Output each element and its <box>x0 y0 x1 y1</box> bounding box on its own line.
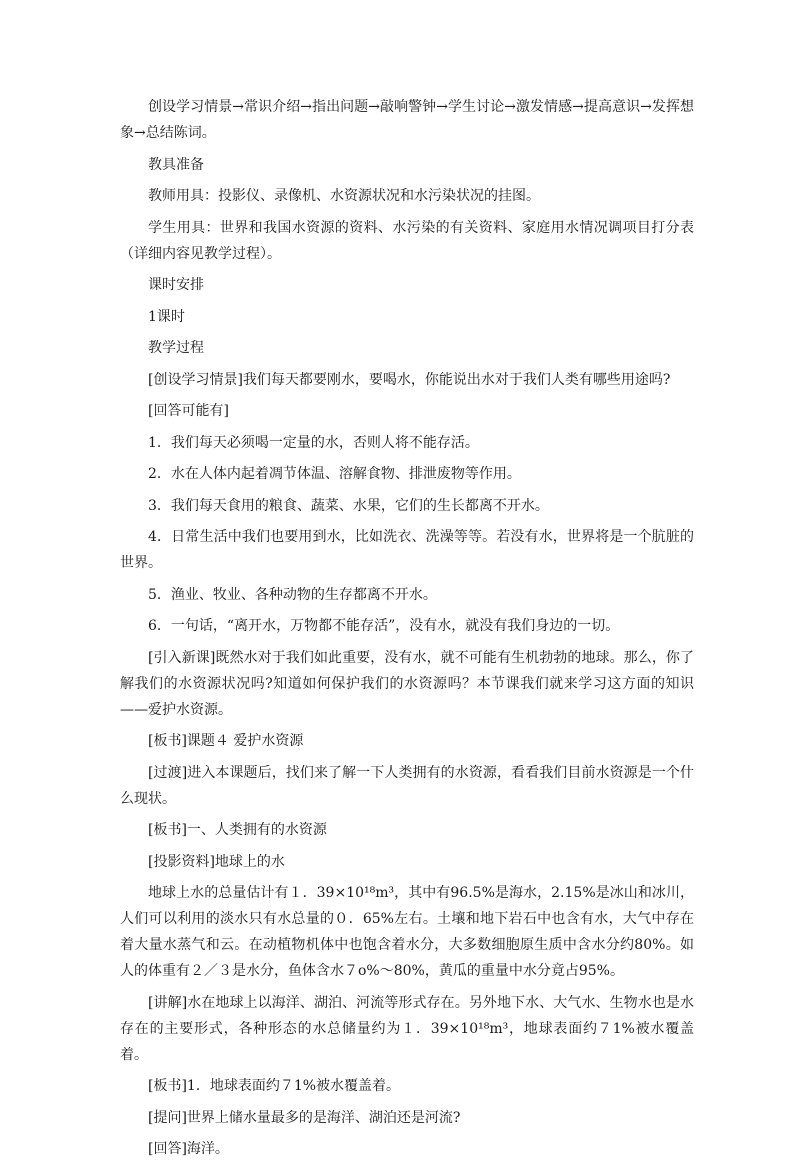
answer-item-4: 4．日常生活中我们也要用到水，比如洗衣、洗澡等等。若没有水，世界将是一个肮脏的世界。 <box>120 529 694 571</box>
answer-item-2: 2．水在人体内起着凋节体温、溶解食物、排泄废物等作用。 <box>148 466 521 482</box>
schedule-value: 1课时 <box>148 308 185 325</box>
board-point-paragraph: [板书]1．地球表面约７1%被水覆盖着。 <box>148 1078 401 1094</box>
scenario-question-paragraph: [创设学习情景]我们每天都要刚水，要喝水，你能说出水对于我们人类有哪些用途吗? <box>148 371 671 388</box>
earth-water-data-paragraph: 地球上水的总量估计有１．39×10¹⁸m³，其中有96.5%是海水，2.15%是冰山和冰川，人们可以利用的淡水只有水总量的０．65%左右。土壤和地下岩石中也含有水，大气中存在着大量水蒸气和云。在动植物机体中也饱含着水分，大多数细胞原生质中含水分约80%。如人的体重有２／３是水分，鱼体含水７o%～80%，黄瓜的重量中水分竟占95%。 <box>120 885 694 979</box>
answer-paragraph: [回答]海洋。 <box>148 1141 229 1157</box>
answer-item-6: 6．一句话，“离开水，万物都不能存活”，没有水，就没有我们身边的一切。 <box>148 618 620 634</box>
student-tools-paragraph: 学生用具：世界和我国水资源的资料、水污染的有关资料、家庭用水情况调项目打分表（详细内容见教学过程）。 <box>120 219 694 262</box>
document-body <box>120 94 694 1168</box>
teaching-aids-heading: 教具准备 <box>148 156 204 173</box>
answer-item-5: 5．渔业、牧业、各种动物的生存都离不开水。 <box>148 586 437 603</box>
teacher-tools-paragraph: 教师用具：投影仪、录像机、水资源状况和水污染状况的挂图。 <box>148 188 540 204</box>
teaching-flow-paragraph: 创设学习情景→常识介绍→指出问题→敲响警钟→学生讨论→激发情感→提高意识→发挥想象→总结陈词。 <box>120 99 694 141</box>
answer-item-3: 3．我们每天食用的粮食、蔬菜、水果，它们的生长都离不开水。 <box>148 497 549 514</box>
new-lesson-intro-paragraph: [引入新课]既然水对于我们如此重要，没有水，就不可能有生机勃勃的地球。那么，你了解我们的水资源状况吗?知道如何保护我们的水资源吗？本节课我们就来学习这方面的知识——爱护水资源。 <box>120 649 694 718</box>
board-title-paragraph: [板书]课题４ 爱护水资源 <box>148 733 304 749</box>
answer-item-1: 1．我们每天必须喝一定量的水，否则人将不能存活。 <box>148 434 479 451</box>
transition-paragraph: [过渡]进入本课题后，找们来了解一下人类拥有的水资源，看看我们目前水资源是一个什么现状。 <box>120 764 694 807</box>
possible-answers-heading: [回答可能有] <box>148 403 229 419</box>
explanation-paragraph: [讲解]水在地球上以海洋、湖泊、河流等形式存在。另外地下水、大气水、生物水也是水存在的主要形式，各种形态的水总储量约为１．39×10¹⁸m³，地球表面约７1%被水覆盖着。 <box>120 994 694 1063</box>
question-paragraph: [提问]世界上储水量最多的是海洋、湖泊还是河流? <box>148 1109 461 1126</box>
board-section-paragraph: [板书]一、人类拥有的水资源 <box>148 822 327 838</box>
projection-heading: [投影资料]地球上的水 <box>148 853 285 870</box>
schedule-heading: 课时安排 <box>148 277 204 293</box>
teaching-process-heading: 教学过程 <box>148 340 204 356</box>
